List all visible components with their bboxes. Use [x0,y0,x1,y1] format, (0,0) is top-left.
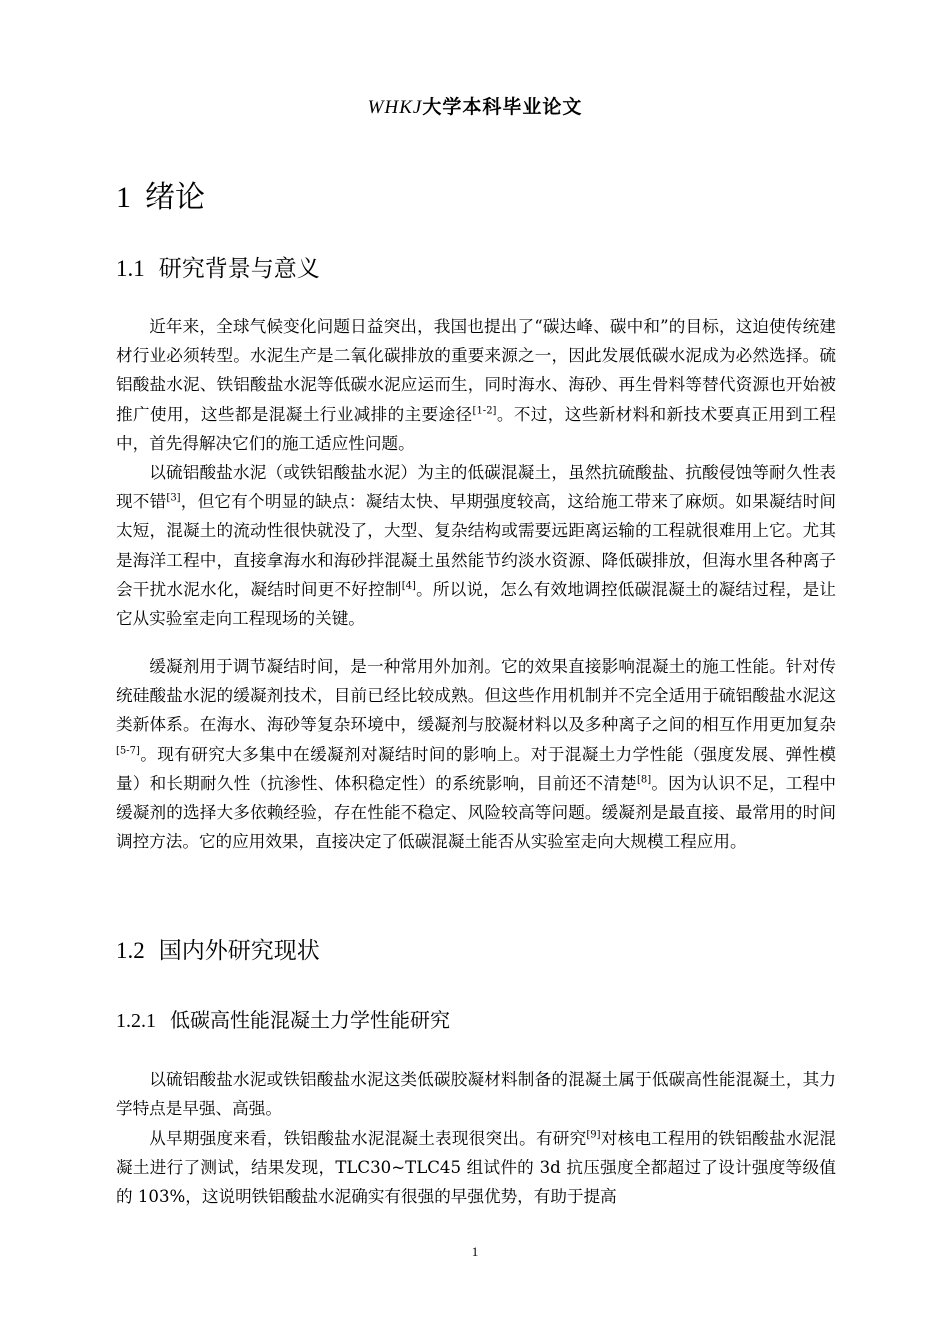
paragraph-text: ，但它有个明显的缺点：凝结太快、早期强度较高，这给施工带来了麻烦。如果凝结时间太短，混凝土的流动性很快就没了，大型、复杂结构或需要远距离运输的工程就很难用上它。尤其是海洋工程中，直接拿海水和海砂拌混凝土虽然能节约淡水资源、降低碳排放，但海水里各种离子会干扰水泥水化，凝结时间更不好控制 [116,492,837,599]
subsection-title: 低碳高性能混凝土力学性能研究 [170,1008,450,1032]
page-number: 1 [471,1244,479,1259]
paragraph-text: 。不过，这些新材料和新技术要真正用到工程中，首先得解决它们的施工适应性问题。 [116,404,837,453]
paragraph-text: 。因为认识不足，工程中缓凝剂的选择大多依赖经验，存在性能不稳定、风险较高等问题。缓凝剂是最直接、最常用的时间调控方法。它的应用效果，直接决定了低碳混凝土能否从实验室走向大规模工程应用。 [116,773,837,852]
paragraph-text: 以硫铝酸盐水泥或铁铝酸盐水泥这类低碳胶凝材料制备的混凝土属于低碳高性能混凝土，其力学特点是早强、高强。 [116,1070,836,1119]
section-title: 国内外研究现状 [158,938,320,964]
paragraph-text: 对核电工程用的铁铝酸盐水泥混凝土进行了测试，结果发现，TLC30~TLC45 组试件的 3d 抗压强度全都超过了设计强度等级值的 103%，这说明铁铝酸盐水泥确实有很强的早强优势，有助于提高 [116,1129,837,1207]
paragraph-1 [116,312,836,458]
paragraph-text: 。现有研究大多集中在缓凝剂对凝结时间的影响上。对于混凝土力学性能（强度发展、弹性模量）和长期耐久性（抗渗性、体积稳定性）的系统影响，目前还不清楚 [116,744,836,793]
paragraph-text: 。所以说，怎么有效地调控低碳混凝土的凝结过程，是让它从实验室走向工程现场的关键。 [116,579,837,629]
thesis-type: 大学本科毕业论文 [422,96,583,118]
running-header [0,92,950,119]
school-abbrev: WHKJ [367,97,423,118]
chapter-number: 1 [116,181,131,214]
paragraph-5 [116,1124,836,1212]
citation: [5-7] [116,745,140,757]
citation: [8] [636,774,652,786]
section-heading-1-1 [116,250,320,283]
subsection-number: 1.2.1 [116,1010,156,1032]
citation: [1-2] [472,405,497,417]
section-number: 1.2 [116,938,145,963]
section-title: 研究背景与意义 [158,256,320,282]
chapter-heading [116,172,205,216]
citation: [9] [586,1129,601,1141]
paragraph-4 [116,1065,836,1123]
paragraph-text: 缓凝剂用于调节凝结时间，是一种常用外加剂。它的效果直接影响混凝土的施工性能。针对传统硅酸盐水泥的缓凝剂技术，目前已经比较成熟。但这些作用机制并不完全适用于硫铝酸盐水泥这类新体系。在海水、海砂等复杂环境中，缓凝剂与胶凝材料以及多种离子之间的相互作用更加复杂 [116,657,836,735]
paragraph-3 [116,652,836,856]
paragraph-text: 从早期强度来看，铁铝酸盐水泥混凝土表现很突出。有研究 [149,1129,587,1148]
chapter-title: 绪论 [145,180,205,215]
section-number: 1.1 [116,256,145,281]
subsection-heading-1-2-1 [116,1004,450,1033]
paragraph-text: 近年来，全球气候变化问题日益突出，我国也提出了“碳达峰、碳中和”的目标，这迫使传统建材行业必须转型。水泥生产是二氧化碳排放的重要来源之一，因此发展低碳水泥成为必然选择。硫铝酸盐水泥、铁铝酸盐水泥等低碳水泥应运而生，同时海水、海砂、再生骨料等替代资源也开始被推广使用，这些都是混凝土行业减排的主要途径 [116,317,836,424]
citation: [4] [401,580,416,592]
citation: [3] [166,492,181,504]
paragraph-text: 以硫铝酸盐水泥（或铁铝酸盐水泥）为主的低碳混凝土，虽然抗硫酸盐、抗酸侵蚀等耐久性表现不错 [116,463,836,512]
paragraph-2 [116,458,836,633]
section-heading-1-2 [116,932,320,965]
